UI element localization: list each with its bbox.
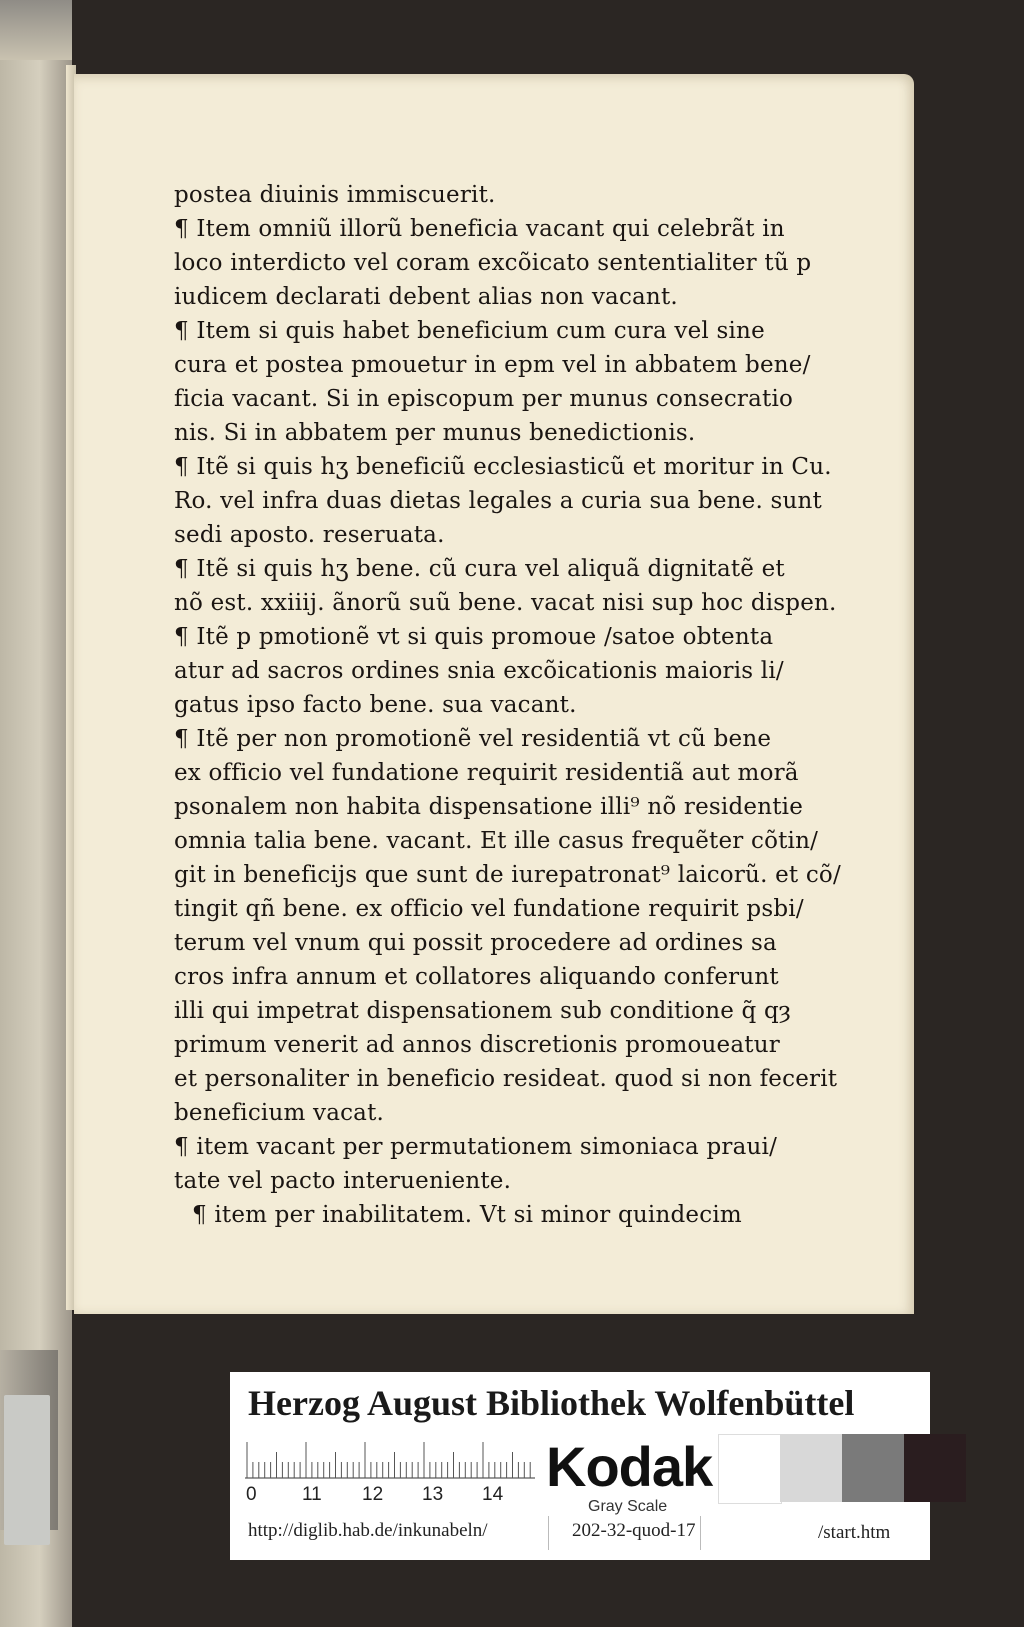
adjacent-page-top-shadow [0, 0, 72, 60]
text-line: terum vel vnum qui possit procedere ad ordines sa [174, 930, 777, 956]
gray-patch [718, 1434, 782, 1504]
ruler-label: 14 [482, 1484, 504, 1505]
text-line: cura et postea pmouetur in epm vel in abbatem bene/ [174, 352, 811, 378]
ruler-label: 11 [302, 1484, 322, 1505]
text-line: nis. Si in abbatem per munus benedictionis. [174, 420, 696, 446]
text-line: postea diuinis immiscuerit. [174, 182, 496, 208]
divider [548, 1516, 549, 1550]
text-line: illi qui impetrat dispensationem sub conditione q̃ qȝ [174, 998, 792, 1024]
text-line: atur ad sacros ordines snia excõicationis maioris li/ [174, 658, 784, 684]
gray-scale-label: Gray Scale [588, 1498, 668, 1515]
text-line: ¶ Itẽ per non promotionẽ vel residentiã vt cũ bene [174, 726, 772, 752]
measurement-ruler [245, 1440, 535, 1480]
text-line: loco interdicto vel coram excõicato sententialiter tũ p [174, 250, 812, 276]
text-line: ficia vacant. Si in episcopum per munus consecratio [174, 386, 794, 412]
text-line: ex officio vel fundatione requirit residentiã aut morã [174, 760, 799, 786]
text-line: Ro. vel infra duas dietas legales a curia sua bene. sunt [174, 488, 822, 514]
shelfmark: 202-32-quod-17 [572, 1520, 696, 1541]
text-line: sedi aposto. reseruata. [174, 522, 445, 548]
divider [700, 1516, 701, 1550]
text-line: gatus ipso facto bene. sua vacant. [174, 692, 577, 718]
adjacent-page-edge [0, 0, 72, 1627]
ruler-label: 12 [362, 1484, 384, 1505]
text-line: omnia talia bene. vacant. Et ille casus frequẽter cõtin/ [174, 828, 819, 854]
gray-patch [904, 1434, 966, 1502]
text-line: tingit qñ bene. ex officio vel fundatione requirit psbi/ [174, 896, 804, 922]
text-line: cros infra annum et collatores aliquando conferunt [174, 964, 779, 990]
page-text [174, 178, 841, 1232]
text-line: et personaliter in beneficio resideat. quod si non fecerit [174, 1066, 838, 1092]
text-line: ¶ item vacant per permutationem simoniaca praui/ [174, 1134, 778, 1160]
text-line: ¶ Itẽ si quis hʒ bene. cũ cura vel aliquã dignitatẽ et [174, 556, 785, 582]
gray-patch [842, 1434, 904, 1502]
url-suffix: /start.htm [818, 1522, 891, 1543]
text-line: primum venerit ad annos discretionis promoueatur [174, 1032, 780, 1058]
text-line: ¶ Itẽ si quis hʒ beneficiũ ecclesiasticũ et moritur in Cu. [174, 454, 832, 480]
text-line: beneficium vacat. [174, 1100, 385, 1126]
text-line: psonalem non habita dispensatione illi⁹ nõ residentie [174, 794, 804, 820]
text-line: ¶ Item si quis habet beneficium cum cura vel sine [174, 318, 765, 344]
text-line: nõ est. xxiiij. ãnorũ suũ bene. vacat nisi sup hoc dispen. [174, 590, 837, 616]
incunable-page [74, 74, 914, 1314]
library-name: Herzog August Bibliothek Wolfenbüttel [248, 1383, 855, 1423]
color-target-card [230, 1372, 930, 1560]
ruler-label: 0 [246, 1484, 257, 1505]
spine-label [4, 1395, 50, 1545]
text-line: tate vel pacto interueniente. [174, 1168, 512, 1194]
ruler-label: 13 [422, 1484, 444, 1505]
kodak-logo: Kodak [546, 1435, 713, 1498]
text-line: git in beneficijs que sunt de iurepatronat⁹ laicorũ. et cõ/ [174, 862, 841, 888]
text-line: iudicem declarati debent alias non vacant. [174, 284, 678, 310]
text-line: ¶ Item omniũ illorũ beneficia vacant qui celebrãt in [174, 216, 785, 242]
text-line: ¶ Itẽ p pmotionẽ vt si quis promoue /satoe obtenta [174, 624, 774, 650]
url-base: http://diglib.hab.de/inkunabeln/ [248, 1520, 488, 1541]
text-line: ¶ item per inabilitatem. Vt si minor quindecim [192, 1202, 742, 1228]
gray-patch [780, 1434, 842, 1502]
